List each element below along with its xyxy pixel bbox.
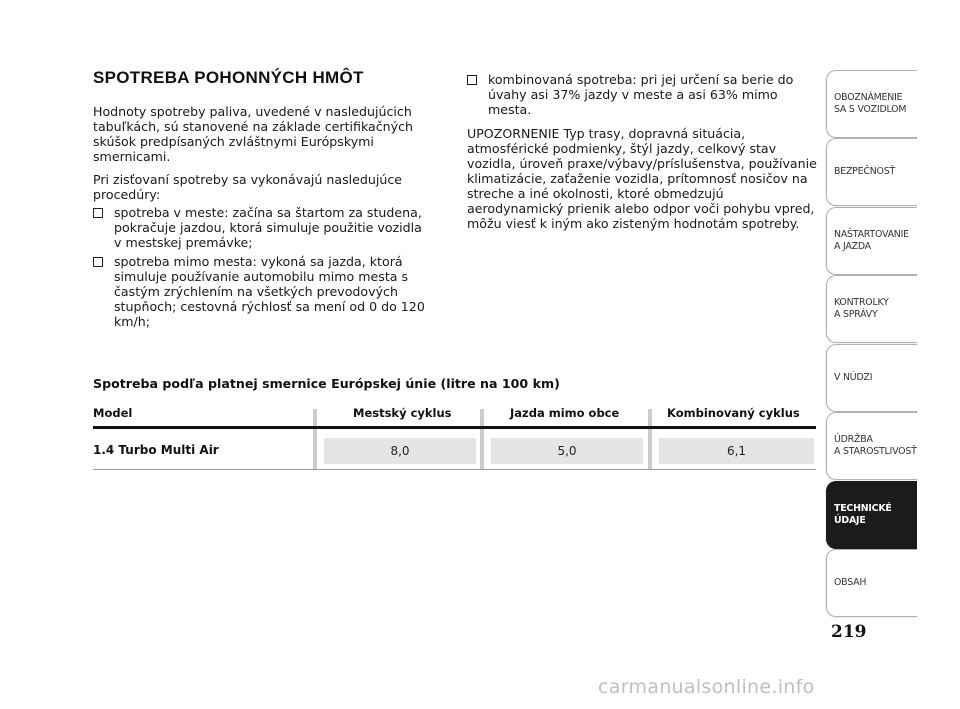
- tab-udrzba[interactable]: [826, 412, 917, 480]
- tab-obsah[interactable]: [826, 549, 917, 617]
- procedures-intro: Pri zisťovaní spotreby sa vykonávajú nasledujúce procedúry:: [93, 172, 403, 202]
- intro-paragraph: Hodnoty spotreby paliva, uvedené v nasledujúcich tabuľkách, sú stanovené na základe certifikačných skúšok predpísaných zvláštnymi Európskymi smernicami.: [93, 104, 413, 164]
- bullet-item: [93, 205, 429, 250]
- tab-oboznamenie[interactable]: [826, 70, 917, 138]
- tab-technicke-udaje[interactable]: [826, 481, 917, 549]
- checkbox-bullet-icon: [467, 75, 477, 85]
- header-model: Model: [93, 406, 133, 420]
- left-column: [93, 104, 429, 333]
- tab-label: ÚDRŽBA A STAROSTLIVOSŤ: [834, 434, 917, 457]
- header-city-cycle: Mestský cyklus: [353, 406, 452, 420]
- tab-label: BEZPEČNOSŤ: [834, 166, 895, 177]
- tab-label: OBSAH: [834, 577, 867, 588]
- checkbox-bullet-icon: [93, 208, 103, 218]
- page-number: 219: [831, 622, 867, 642]
- column-separator: [648, 409, 652, 469]
- header-extra-urban: Jazda mimo obce: [510, 406, 620, 420]
- table-bottom-rule: [93, 469, 816, 470]
- cell-extra-urban-value: 5,0: [491, 438, 643, 464]
- bullet-text: kombinovaná spotreba: pri jej určení sa berie do úvahy asi 37% jazdy v meste a asi 63% mimo mesta.: [488, 72, 794, 117]
- bullet-item: [467, 72, 819, 117]
- column-separator: [480, 409, 484, 469]
- table-row-model: 1.4 Turbo Multi Air: [93, 443, 219, 457]
- cell-city-value: 8,0: [324, 438, 476, 464]
- tab-label: KONTROLKY A SPRÁVY: [834, 297, 889, 320]
- tab-label: OBOZNÁMENIE SA S VOZIDLOM: [834, 92, 907, 115]
- table-title: Spotreba podľa platnej smernice Európskej únie (litre na 100 km): [93, 376, 560, 391]
- tab-nastartovanie[interactable]: [826, 207, 917, 275]
- tab-label: V NÚDZI: [834, 372, 873, 383]
- table-header-rule: [93, 426, 816, 429]
- section-title: SPOTREBA POHONNÝCH HMÔT: [93, 68, 364, 87]
- tab-label: NAŠTARTOVANIE A JAZDA: [834, 229, 909, 252]
- right-column: [467, 72, 819, 239]
- watermark: carmanualsonline.info: [598, 676, 815, 698]
- bullet-item: [93, 254, 429, 329]
- tab-label: TECHNICKÉ ÚDAJE: [834, 503, 892, 526]
- bullet-text: spotreba v meste: začína sa štartom za studena, pokračuje jazdou, ktorá simuluje použitie vozidla v mestskej premávke;: [114, 205, 422, 250]
- header-combined-cycle: Kombinovaný cyklus: [667, 406, 800, 420]
- bullet-text: spotreba mimo mesta: vykoná sa jazda, ktorá simuluje používanie automobilu mimo mesta s častým zrýchlením na všetkých prevodových stupňoch; cestovná rýchlosť sa mení od 0 do 120 km/h;: [114, 254, 425, 329]
- column-separator: [313, 409, 317, 469]
- cell-combined-value: 6,1: [659, 438, 814, 464]
- tab-kontrolky[interactable]: [826, 275, 917, 343]
- note-paragraph: UPOZORNENIE Typ trasy, dopravná situácia, atmosférické podmienky, štýl jazdy, celkový stav vozidla, úroveň praxe/výbavy/príslušenstva, používanie klimatizácie, zaťaženie vozidla, prítomnosť nosičov na streche a iné okolnosti, ktoré obmedzujú aerodynamický prienik alebo odpor voči pohybu vpred, môžu viesť k iným ako zisteným hodnotám spotreby.: [467, 126, 817, 231]
- checkbox-bullet-icon: [93, 257, 103, 267]
- tab-bezpecnost[interactable]: [826, 138, 917, 206]
- tab-v-nudzi[interactable]: [826, 344, 917, 412]
